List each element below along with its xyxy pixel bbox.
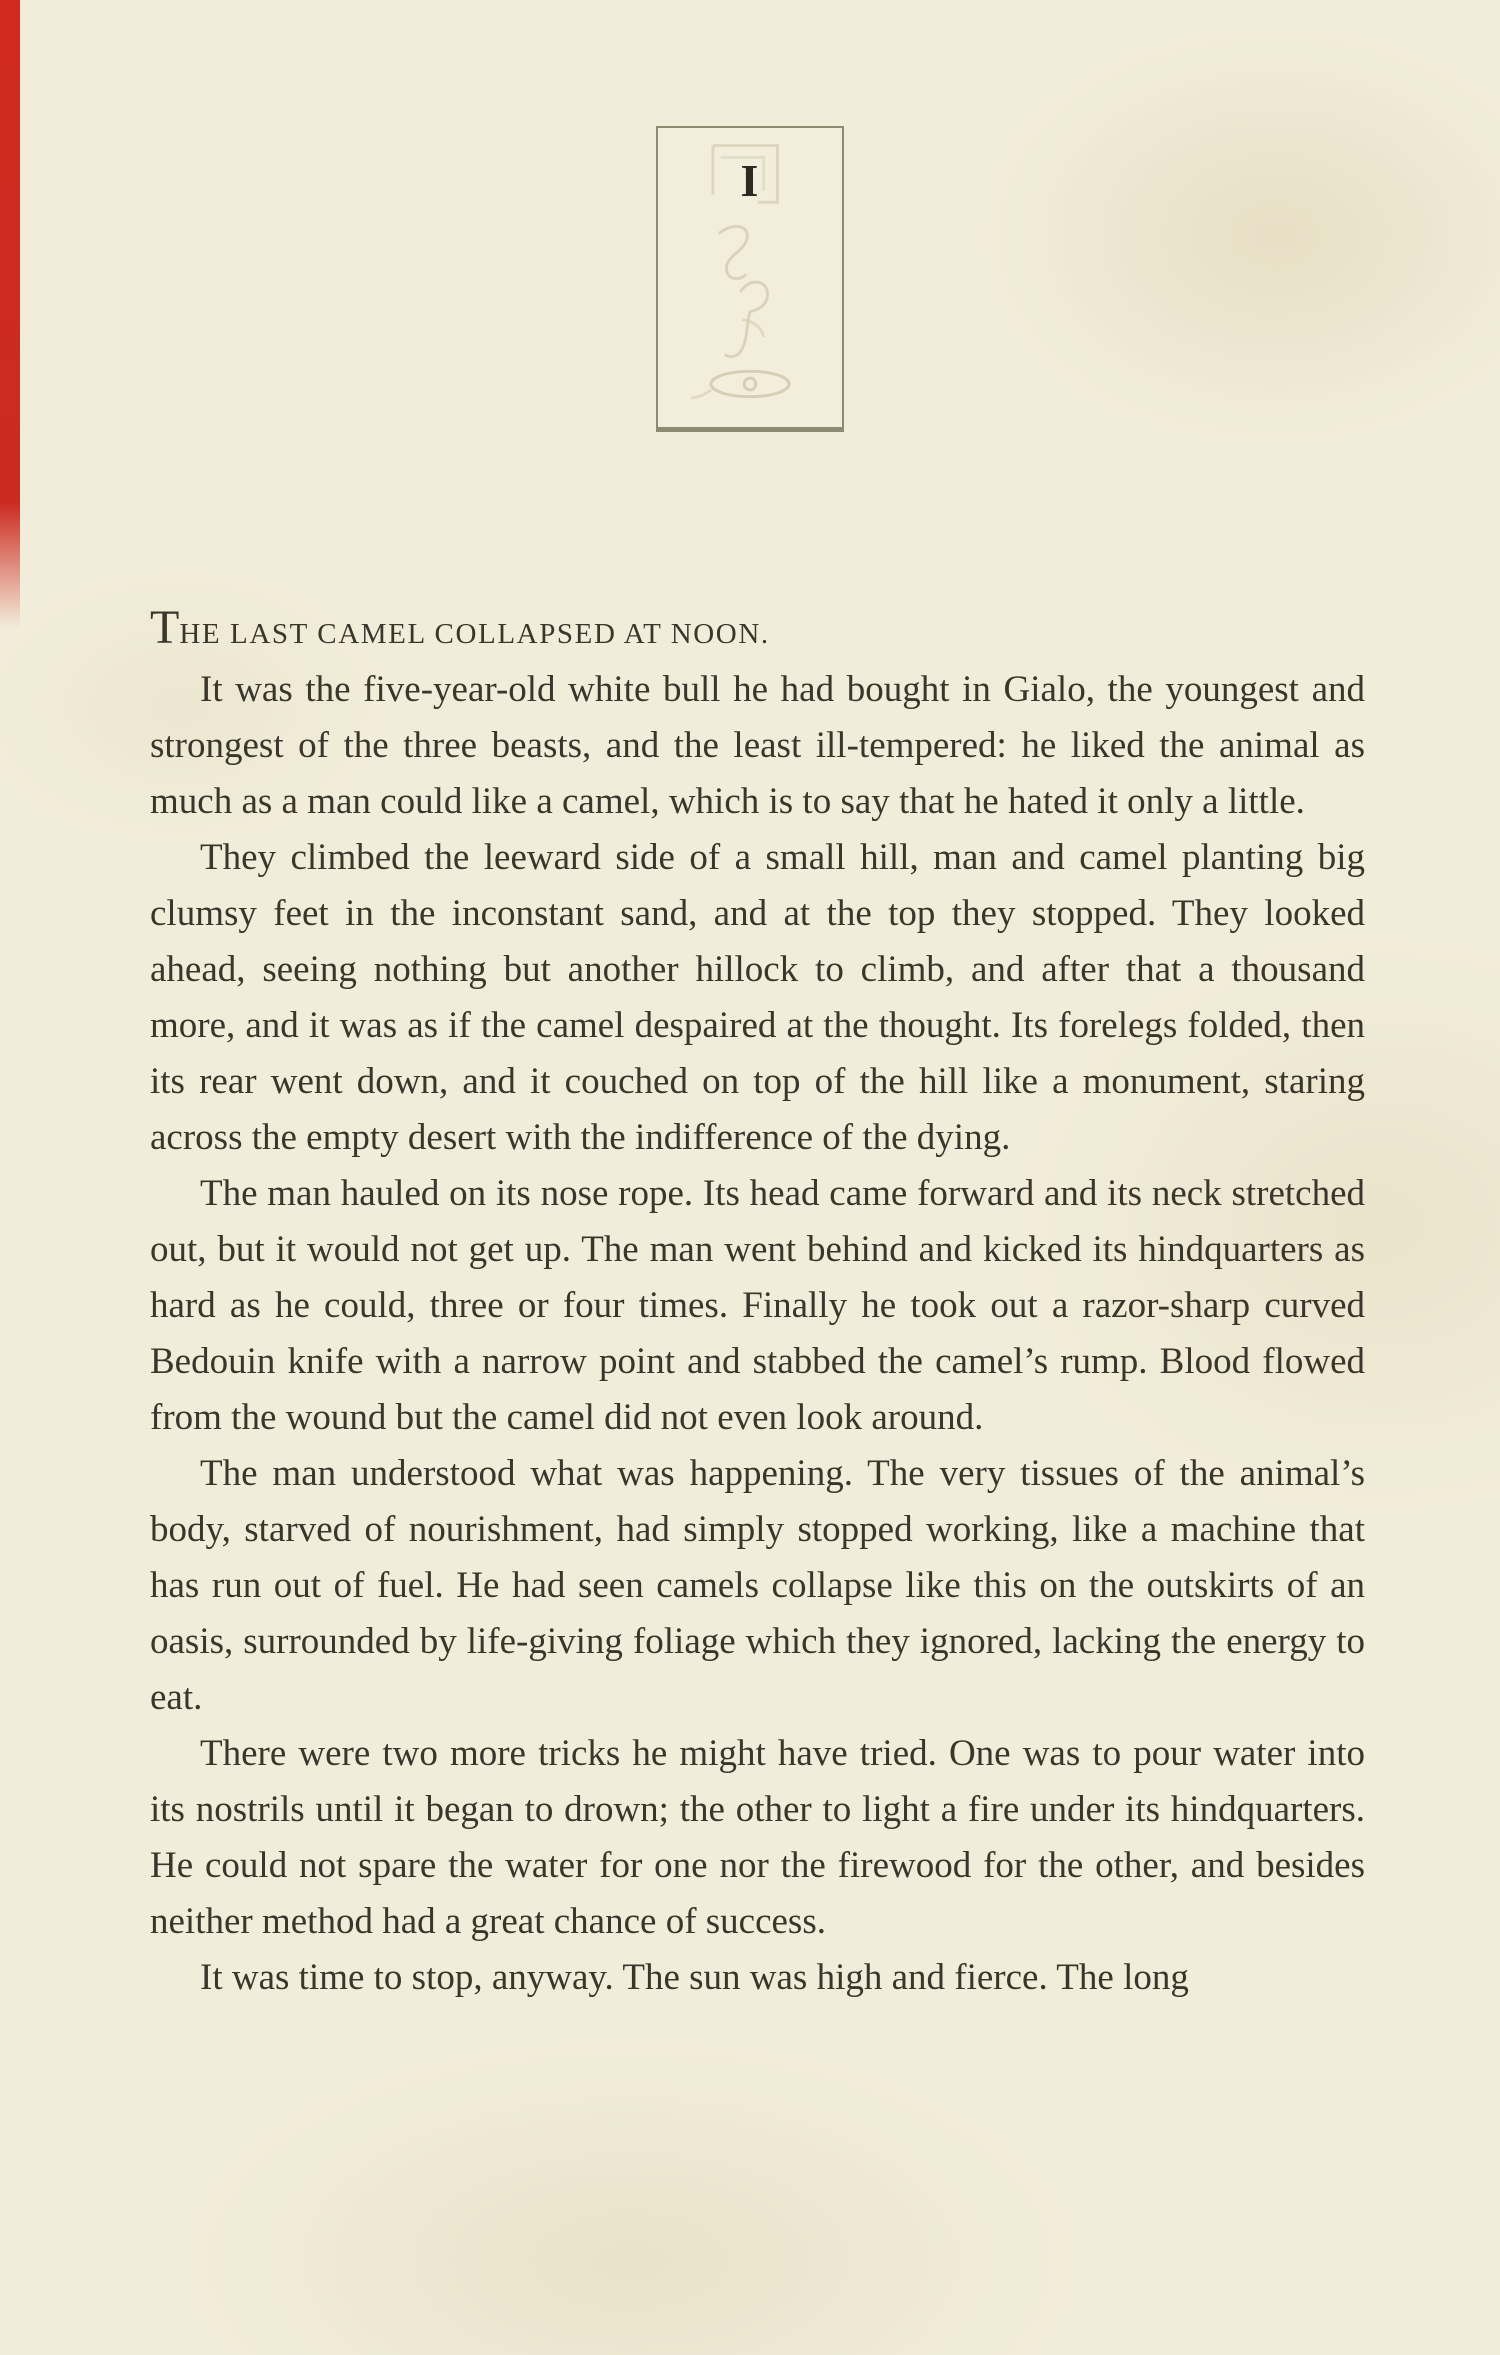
chapter-ornament-box <box>656 126 844 432</box>
opening-small-caps: HE LAST CAMEL COLLAPSED AT NOON. <box>179 618 770 650</box>
chapter-number: I <box>740 155 760 206</box>
body-paragraph: The man hauled on its nose rope. Its head came forward and its neck stretched out, but it would not get up. The man went behind and kicked its hindquarters as hard as he could, three or four times. Finally he took out a razor-sharp curved Bedouin knife with a narrow point and stabbed the camel’s rump. Blood flowed from the wound but the camel did not even look around. <box>150 1173 1365 1438</box>
body-paragraph: The man understood what was happening. The very tissues of the animal’s body, starved of nourishment, had simply stopped working, like a machine that has run out of fuel. He had seen camels collapse like this on the outskirts of an oasis, surrounded by life-giving foliage which they ignored, lacking the energy to eat. <box>150 1453 1365 1718</box>
body-paragraph: It was the five-year-old white bull he had bought in Gialo, the youngest and strongest of the three beasts, and the least ill-tempered: he liked the animal as much as a man could like a camel, which is to say that he hated it only a little. <box>150 669 1365 822</box>
chapter-ornament-wrap <box>0 0 1500 432</box>
body-paragraph: It was time to stop, anyway. The sun was high and fierce. The long <box>200 1957 1189 1998</box>
body-paragraph: There were two more tricks he might have tried. One was to pour water into its nostrils until it began to drown; the other to light a fire under its hindquarters. He could not spare the water for one nor the firewood for the other, and besides neither method had a great chance of success. <box>150 1733 1365 1942</box>
opening-line <box>150 600 1365 662</box>
book-spine-strip <box>0 0 20 628</box>
opening-lead-cap: T <box>150 601 180 654</box>
page-text-block <box>150 600 1365 2006</box>
body-paragraph: They climbed the leeward side of a small hill, man and camel planting big clumsy feet in the inconstant sand, and at the top they stopped. They looked ahead, seeing nothing but another hillock to climb, and after that a thousand more, and it was as if the camel despaired at the thought. Its forelegs folded, then its rear went down, and it couched on top of the hill like a monument, staring across the empty desert with the indifference of the dying. <box>150 837 1365 1158</box>
